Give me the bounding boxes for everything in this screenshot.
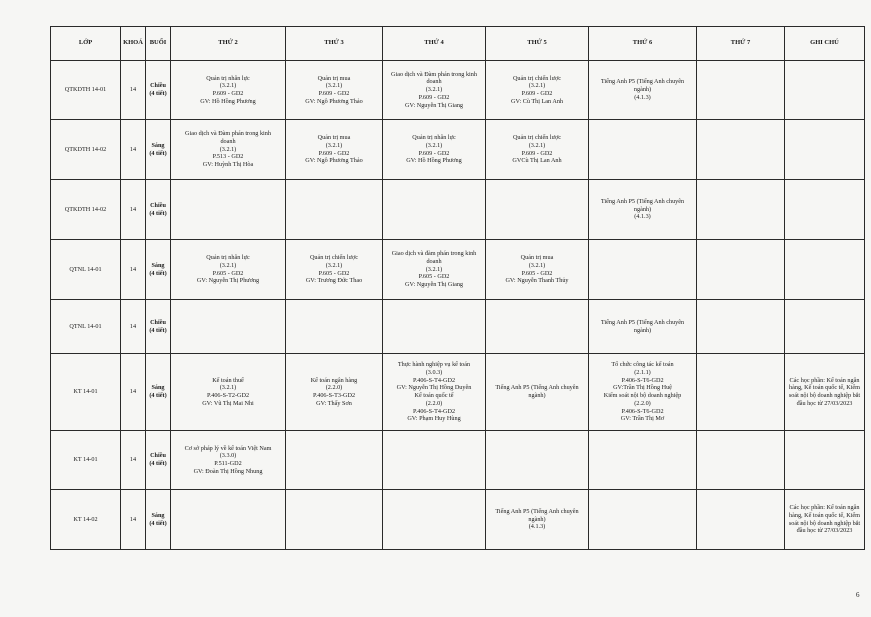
course-cell-thu6: [589, 240, 697, 300]
course-line: GV:Trần Thị Hồng Huệ: [613, 384, 672, 392]
session-text: Sáng: [151, 384, 165, 392]
course-line: GV: Phạm Huy Hùng: [407, 415, 461, 423]
course-line: Tiếng Anh P5 (Tiếng Anh chuyên: [495, 507, 579, 515]
course-cell-thu2: [171, 300, 286, 354]
course-line: P.605 - GD2: [521, 269, 553, 277]
class-cell: KT 14-02: [51, 490, 121, 550]
course-line: P.605 - GD2: [418, 273, 450, 281]
course-line: P.609 - GD2: [318, 90, 350, 97]
course-line: GV: Nguyễn Thị Phương: [196, 277, 260, 285]
class-cell: QTNL 14-01: [51, 240, 121, 300]
session-cell: [146, 354, 171, 431]
course-cell-thu2: [171, 354, 286, 431]
course-line: (3.2.1): [425, 141, 443, 149]
session-cell: [146, 180, 171, 240]
cohort-cell: 14: [121, 120, 146, 180]
col-header-thu7: THỨ 7: [697, 27, 785, 61]
course-cell-thu5: [486, 431, 589, 490]
class-cell: QTKDTH 14-02: [51, 180, 121, 240]
course-line: Cơ sở pháp lý về kế toán Việt Nam: [184, 444, 272, 452]
course-cell-thu2: [171, 61, 286, 120]
session-cell: [146, 61, 171, 120]
course-cell-thu4: [383, 240, 486, 300]
session-text: Sáng: [151, 141, 165, 149]
course-line: P.406-S-T6-GD2: [621, 376, 664, 384]
course-line: ngành): [528, 515, 546, 523]
note-cell: [785, 61, 865, 120]
course-cell-thu3: [286, 180, 383, 240]
course-cell-thu5: [486, 300, 589, 354]
course-line: P.609 - GD2: [212, 90, 244, 97]
col-header-khoa: KHOÁ: [121, 27, 146, 61]
course-cell-thu6: [589, 180, 697, 240]
course-cell-thu7: [697, 240, 785, 300]
cohort-cell: 14: [121, 490, 146, 550]
cohort-cell: 14: [121, 354, 146, 431]
course-line: P.605 - GD2: [212, 269, 244, 277]
course-cell-thu6: [589, 61, 697, 120]
course-line: Quản trị chiến lược: [512, 134, 562, 141]
note-cell: [785, 490, 865, 550]
col-header-thu5: THỨ 5: [486, 27, 589, 61]
cohort-cell: 14: [121, 300, 146, 354]
course-line: GV: Trương Đức Thao: [305, 277, 363, 285]
course-line: (3.2.1): [219, 384, 237, 392]
course-line: GVCù Thị Lan Anh: [512, 157, 562, 165]
course-line: Giao dịch và Đàm phán trong kinh: [391, 70, 477, 78]
course-cell-thu5: [486, 240, 589, 300]
note-cell: [785, 120, 865, 180]
course-line: (3.2.1): [528, 141, 546, 149]
course-line: GV: Nguyễn Thị Hồng Duyên: [396, 384, 472, 392]
course-line: (4.1.3): [634, 93, 651, 101]
col-header-thu4: THỨ 4: [383, 27, 486, 61]
course-line: GV: Hồ Hồng Phương: [200, 97, 256, 105]
session-cell: [146, 240, 171, 300]
page-number: 6: [856, 591, 860, 599]
course-line: (2.2.0): [634, 399, 651, 407]
course-cell-thu4: [383, 61, 486, 120]
course-cell-thu6: [589, 431, 697, 490]
course-line: Quản trị nhân lực: [206, 254, 250, 261]
course-cell-thu5: [486, 180, 589, 240]
session-text: (4 tiết): [149, 90, 167, 97]
table-row: [51, 180, 865, 240]
course-line: Tổ chức công tác kế toán: [611, 361, 674, 368]
note-cell: [785, 431, 865, 490]
course-line: Quản trị mua: [520, 254, 554, 261]
course-cell-thu3: [286, 354, 383, 431]
course-line: Quản trị chiến lược: [512, 74, 562, 82]
course-line: (3.2.1): [528, 82, 546, 90]
class-cell: QTKDTH 14-02: [51, 120, 121, 180]
course-line: (4.1.3): [634, 213, 651, 221]
course-line: (3.2.1): [325, 82, 343, 90]
course-cell-thu4: [383, 300, 486, 354]
course-line: GV: Đoàn Thị Hồng Nhung: [193, 467, 263, 475]
course-line: P.406-S-T2-GD2: [206, 392, 250, 399]
course-line: (2.1.1): [634, 368, 651, 376]
course-cell-thu7: [697, 300, 785, 354]
class-cell: QTNL 14-01: [51, 300, 121, 354]
course-line: (3.2.1): [325, 261, 343, 269]
course-line: (3.0.3): [425, 368, 443, 376]
course-line: P.406-S-T4-GD2: [412, 407, 456, 415]
schedule-body: [51, 61, 865, 550]
note-text: Các học phần: Kế toán ngân hàng, Kế toán quốc tế, Kiểm soát nội bộ doanh nghiệp bắt đầu học từ 27/03/2023: [788, 504, 861, 535]
course-line: GV: Trần Thị Mơ: [620, 415, 665, 423]
course-cell-thu7: [697, 490, 785, 550]
course-cell-thu6: [589, 490, 697, 550]
course-line: (3.2.1): [219, 145, 237, 153]
col-header-buoi: BUỔI: [146, 27, 171, 61]
course-line: Kế toán ngân hàng: [310, 376, 358, 384]
course-line: (3.3.0): [219, 452, 237, 460]
course-line: GV: Nguyễn Thị Giang: [404, 281, 464, 289]
course-cell-thu4: [383, 354, 486, 431]
course-line: (3.2.1): [528, 261, 546, 269]
course-line: Giao dịch và Đàm phán trong kinh: [185, 130, 271, 138]
course-line: (3.2.1): [325, 141, 343, 149]
course-line: ngành): [633, 205, 652, 213]
note-cell: [785, 300, 865, 354]
course-line: P.406-S-T4-GD2: [412, 376, 456, 384]
course-cell-thu3: [286, 300, 383, 354]
session-cell: [146, 300, 171, 354]
session-text: (4 tiết): [149, 519, 167, 527]
col-header-thu3: THỨ 3: [286, 27, 383, 61]
table-row: [51, 300, 865, 354]
course-cell-thu3: [286, 120, 383, 180]
session-text: (4 tiết): [149, 392, 167, 399]
course-line: Tiếng Anh P5 (Tiếng Anh chuyên: [600, 78, 685, 86]
course-line: P.609 - GD2: [521, 90, 553, 97]
course-line: doanh: [426, 78, 442, 86]
note-cell: [785, 180, 865, 240]
session-text: (4 tiết): [149, 269, 167, 277]
session-cell: [146, 431, 171, 490]
course-cell-thu6: [589, 354, 697, 431]
course-line: GV: Nguyễn Thanh Thủy: [505, 277, 569, 285]
table-row: [51, 490, 865, 550]
table-row: [51, 431, 865, 490]
course-cell-thu3: [286, 431, 383, 490]
course-line: Giao dịch và đàm phán trong kinh: [391, 250, 477, 258]
course-cell-thu4: [383, 490, 486, 550]
session-text: (4 tiết): [149, 460, 167, 467]
cohort-cell: 14: [121, 431, 146, 490]
class-cell: KT 14-01: [51, 354, 121, 431]
course-cell-thu5: [486, 120, 589, 180]
course-line: P.406-S-T3-GD2: [312, 392, 356, 399]
col-header-lop: LỚP: [51, 27, 121, 61]
course-line: P.513 - GD2: [212, 153, 244, 161]
cohort-cell: 14: [121, 61, 146, 120]
course-line: GV: Ngô Phương Thảo: [305, 157, 363, 165]
course-line: doanh: [426, 257, 442, 265]
course-line: Kiểm soát nội bộ doanh nghiệp: [603, 392, 682, 399]
course-line: Thực hành nghiệp vụ kế toán: [397, 361, 471, 368]
course-line: Kế toán quốc tế: [414, 392, 454, 399]
course-line: Quản trị mua: [317, 134, 351, 141]
course-line: Tiếng Anh P5 (Tiếng Anh chuyên: [600, 318, 685, 326]
session-text: Sáng: [151, 511, 165, 519]
course-line: (3.2.1): [219, 261, 237, 269]
course-line: GV: Hồ Hồng Phương: [406, 157, 462, 165]
course-cell-thu2: [171, 431, 286, 490]
course-line: P.609 - GD2: [521, 149, 553, 157]
course-line: Tiếng Anh P5 (Tiếng Anh chuyên: [600, 197, 685, 205]
course-cell-thu6: [589, 120, 697, 180]
course-line: Kế toán thuế: [212, 376, 244, 384]
course-cell-thu4: [383, 431, 486, 490]
session-text: Sáng: [151, 261, 165, 269]
cohort-cell: 14: [121, 180, 146, 240]
course-cell-thu5: [486, 61, 589, 120]
course-line: ngành): [633, 86, 652, 94]
table-row: [51, 354, 865, 431]
session-cell: [146, 490, 171, 550]
course-cell-thu5: [486, 490, 589, 550]
course-line: Tiếng Anh P5 (Tiếng Anh chuyên: [495, 384, 579, 392]
class-cell: QTKDTH 14-01: [51, 61, 121, 120]
table-row: [51, 240, 865, 300]
course-cell-thu4: [383, 120, 486, 180]
course-line: GV: Nguyễn Thị Giang: [404, 101, 464, 109]
course-cell-thu2: [171, 490, 286, 550]
course-line: doanh: [220, 137, 236, 145]
course-line: (2.2.0): [325, 384, 343, 392]
course-line: Quản trị chiến lược: [309, 254, 359, 261]
course-line: (3.2.1): [219, 82, 237, 90]
session-text: (4 tiết): [149, 209, 167, 217]
header-row: [51, 27, 865, 61]
table-row: [51, 120, 865, 180]
course-cell-thu3: [286, 490, 383, 550]
course-line: (3.2.1): [425, 86, 443, 94]
schedule-table: [50, 26, 865, 550]
note-text: Các học phần: Kế toán ngân hàng, Kế toán quốc tế, Kiểm soát nội bộ doanh nghiệp bắt đầu học từ 27/03/2023: [788, 376, 861, 407]
session-cell: [146, 120, 171, 180]
course-line: (2.2.0): [425, 399, 443, 407]
course-cell-thu4: [383, 180, 486, 240]
col-header-thu6: THỨ 6: [589, 27, 697, 61]
session-text: (4 tiết): [149, 149, 167, 157]
session-text: Chiều: [150, 452, 166, 460]
course-cell-thu2: [171, 240, 286, 300]
course-cell-thu7: [697, 61, 785, 120]
note-cell: [785, 240, 865, 300]
course-cell-thu7: [697, 120, 785, 180]
course-cell-thu7: [697, 431, 785, 490]
course-cell-thu2: [171, 120, 286, 180]
course-line: P.609 - GD2: [418, 149, 450, 157]
course-line: GV: Ngô Phương Thảo: [305, 97, 363, 105]
course-line: P.609 - GD2: [318, 149, 350, 157]
course-line: P.511-GD2: [214, 460, 242, 467]
course-line: P.406-S-T6-GD2: [621, 407, 664, 415]
course-cell-thu7: [697, 180, 785, 240]
course-line: P.609 - GD2: [418, 93, 450, 101]
course-cell-thu5: [486, 354, 589, 431]
course-line: ngành): [528, 392, 546, 399]
course-line: ngành): [633, 326, 652, 334]
session-text: Chiều: [150, 82, 166, 90]
col-header-ghichu: GHI CHÚ: [785, 27, 865, 61]
session-text: Chiều: [150, 318, 166, 326]
course-line: (3.2.1): [425, 265, 443, 273]
course-line: GV: Cù Thị Lan Anh: [510, 97, 564, 105]
course-cell-thu3: [286, 240, 383, 300]
course-cell-thu2: [171, 180, 286, 240]
course-line: (4.1.3): [528, 523, 546, 531]
class-cell: KT 14-01: [51, 431, 121, 490]
course-line: Quản trị nhân lực: [412, 134, 456, 141]
cohort-cell: 14: [121, 240, 146, 300]
note-cell: [785, 354, 865, 431]
course-line: Quản trị mua: [317, 74, 351, 82]
table-row: [51, 61, 865, 120]
session-text: (4 tiết): [149, 326, 167, 334]
session-text: Chiều: [150, 201, 166, 209]
course-line: Quản trị nhân lực: [206, 74, 250, 82]
course-cell-thu3: [286, 61, 383, 120]
course-line: P.605 - GD2: [318, 269, 350, 277]
course-line: GV: Huỳnh Thị Hòa: [202, 161, 254, 169]
course-cell-thu6: [589, 300, 697, 354]
course-line: GV: Vũ Thị Mai Nhi: [202, 399, 254, 407]
course-line: GV: Thấy Sơn: [316, 399, 352, 407]
course-cell-thu7: [697, 354, 785, 431]
col-header-thu2: THỨ 2: [171, 27, 286, 61]
